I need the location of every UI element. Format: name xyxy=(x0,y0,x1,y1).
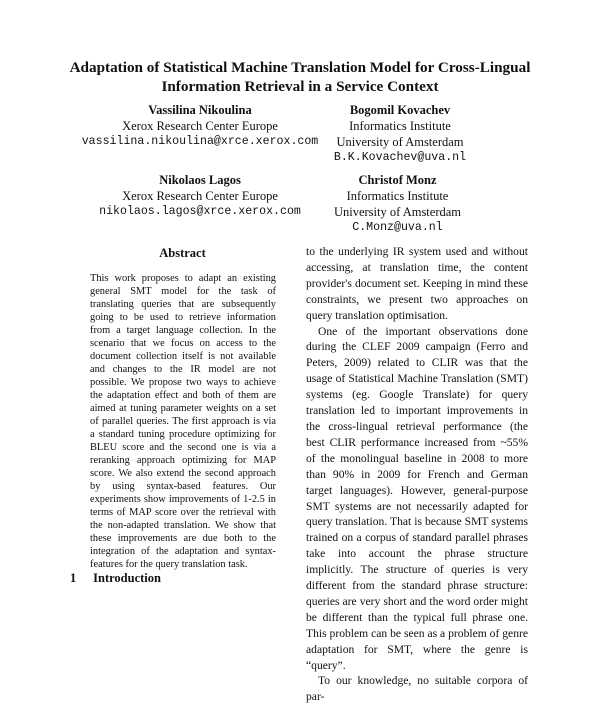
author-block-4 xyxy=(320,172,475,236)
author-name: Vassilina Nikoulina xyxy=(148,103,252,117)
author-affiliation-2: University of Amsterdam xyxy=(336,135,464,149)
author-affiliation: Informatics Institute xyxy=(349,119,451,133)
author-affiliation: Informatics Institute xyxy=(346,189,449,203)
paper-title: Adaptation of Statistical Machine Translation Model for Cross-Lingual Information Retrieval in a Service Context xyxy=(69,59,531,95)
author-affiliation-2: University of Amsterdam xyxy=(333,205,462,219)
author-email: B.K.Kovachev@uva.nl xyxy=(333,151,467,164)
paragraph: To our knowledge, no suitable corpora of par- xyxy=(306,674,528,704)
author-email: C.Monz@uva.nl xyxy=(352,221,443,234)
author-block-1 xyxy=(70,102,330,150)
author-affiliation: Xerox Research Center Europe xyxy=(122,189,278,203)
author-email: nikolaos.lagos@xrce.xerox.com xyxy=(99,205,301,218)
abstract-text: This work proposes to adapt an existing general SMT model for the task of translating queries that are subsequently going to be used to retrieve information from a target language collection. In the scenario that we focus on access to the document collection itself is not available and changes to the IR model are not possible. We propose two ways to achieve the adaptation effect and both of them are aimed at tuning parameter weights on a set of parallel queries. The first approach is via a standard tuning procedure optimizing for BLEU score and the second one is via a reranking approach optimizing for MAP score. We also extend the second approach by using syntax-based features. Our experiments show improvements of 1-2.5 in terms of MAP score over the retrieval with the non-adapted translation. We show that these improvements are due both to the integration of the adaptation and syntax-features for the query translation task. xyxy=(90,273,276,570)
paragraph: One of the important observations done during the CLEF 2009 campaign (Ferro and Peters, 2009) related to CLIR was that the usage of Statistical Machine Translation (SMT) systems (eg. Google Translate) for query translation led to important improvements in the cross-lingual retrieval performance (the best CLIR performance increased from ~55% of the monolingual baseline in 2008 to more than 90% in 2009 for French and German target languages). However, general-purpose SMT systems are not necessarily adapted for query translation. That is because SMT systems trained on a corpus of standard parallel phrases take into account the phrase structure implicitly. The structure of queries is very different from the standard phrase structure: queries are very short and the word order might be different than the typical full phrase one. This problem can be seen as a problem of genre adaptation for SMT, where the genre is “query”. xyxy=(306,324,528,672)
author-name: Nikolaos Lagos xyxy=(159,173,241,187)
author-name: Christof Monz xyxy=(358,173,437,187)
section-heading xyxy=(70,571,290,586)
section-title: Introduction xyxy=(93,571,161,585)
abstract-heading: Abstract xyxy=(159,246,206,260)
author-email: vassilina.nikoulina@xrce.xerox.com xyxy=(81,135,319,148)
section-number: 1 xyxy=(70,571,77,585)
author-name: Bogomil Kovachev xyxy=(349,103,451,117)
author-block-3 xyxy=(85,172,315,220)
right-column xyxy=(306,244,528,705)
paragraph: to the underlying IR system used and without accessing, at translation time, the content provider's document set. Keeping in mind these constraints, we present two approaches on query translation optimisation. xyxy=(306,245,528,322)
author-affiliation: Xerox Research Center Europe xyxy=(122,119,278,133)
author-block-2 xyxy=(325,102,475,166)
